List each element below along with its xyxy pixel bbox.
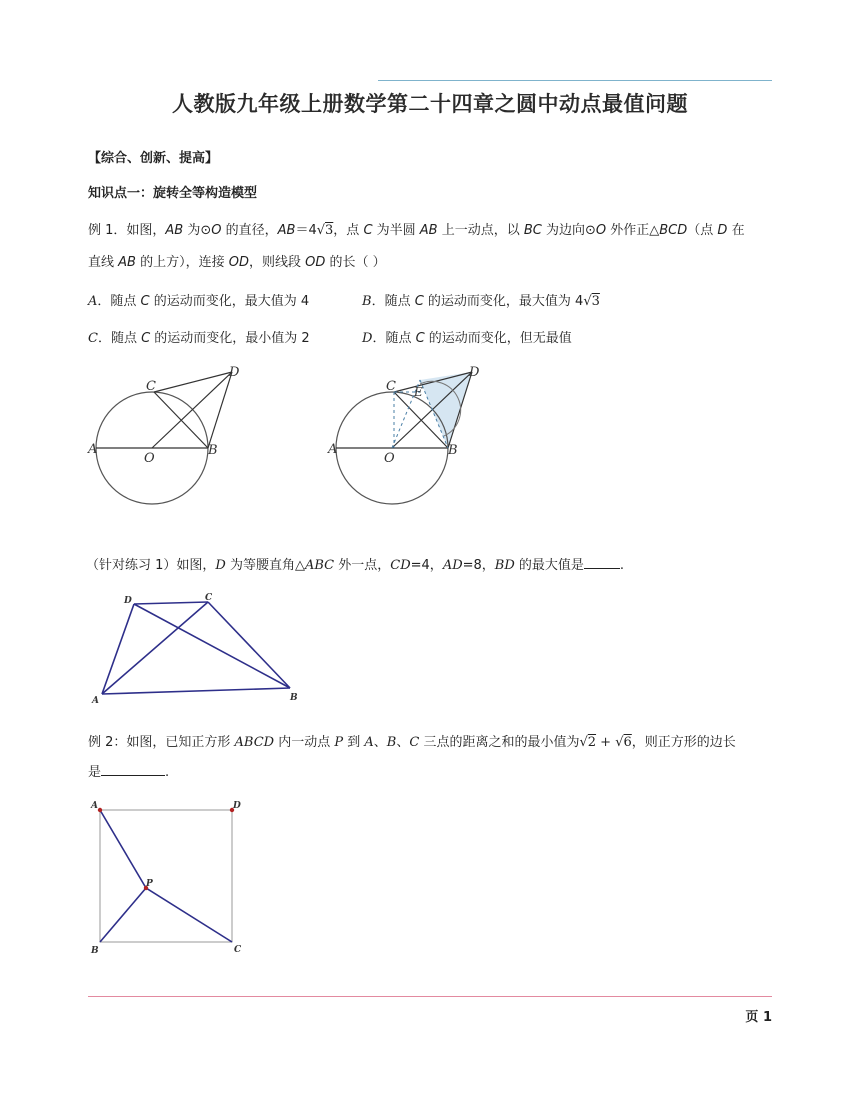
square-abcd <box>100 810 232 942</box>
label-d: D <box>233 801 241 811</box>
label-c: C <box>205 593 213 603</box>
answer-blank-2[interactable] <box>101 763 165 776</box>
quadrilateral-figure <box>88 590 308 706</box>
label-e: E <box>414 385 423 399</box>
segment-ab <box>102 688 290 694</box>
label-d: D <box>124 596 132 606</box>
label-d: D <box>469 365 480 380</box>
label-c: C <box>386 379 396 394</box>
label-b: B <box>290 693 298 703</box>
segment-pb <box>100 888 146 942</box>
header-rule <box>378 80 772 81</box>
example1-line1: 例 1．如图，AB 为⊙O 的直径，AB＝4√3，点 C 为半圆 AB 上一动点，以 BC 为边向⊙O 外作正△BCD（点 D 在 <box>88 223 745 238</box>
label-b: B <box>448 443 458 458</box>
label-a: A <box>91 801 98 811</box>
segment-cb <box>208 602 290 688</box>
point-a <box>98 808 102 812</box>
option-d: D．随点 C 的运动而变化，但无最值 <box>362 331 572 346</box>
label-d: D <box>229 365 240 380</box>
footer-rule <box>88 996 772 997</box>
circle-figure-1 <box>86 362 256 508</box>
example1-line2: 直线 AB 的上方），连接 OD，则线段 OD 的长（ ） <box>88 255 386 270</box>
page-number: 页 1 <box>745 1010 772 1025</box>
label-c: C <box>146 379 156 394</box>
label-b: B <box>91 946 99 956</box>
label-c: C <box>234 945 242 955</box>
example2-line1: 例 2：如图，已知正方形 ABCD 内一动点 P 到 A、B、C 三点的距离之和的最小值为√2 + √6，则正方形的边长 <box>88 735 736 750</box>
example2-line2: 是 . <box>88 765 170 780</box>
practice1-line: （针对练习 1）如图，D 为等腰直角△ABC 外一点，CD=4，AD=8，BD 的最大值是 . <box>86 558 625 573</box>
option-b: B．随点 C 的运动而变化，最大值为 4√3 <box>362 294 600 309</box>
square-figure <box>88 798 248 958</box>
option-c: C．随点 C 的运动而变化，最小值为 2 <box>88 331 310 346</box>
segment-dc <box>134 602 208 604</box>
label-o: O <box>144 451 155 466</box>
label-o: O <box>384 451 395 466</box>
label-b: B <box>208 443 218 458</box>
label-p: P <box>146 879 153 889</box>
label-a: A <box>328 442 338 457</box>
page-title: 人教版九年级上册数学第二十四章之圆中动点最值问题 <box>172 92 688 116</box>
knowledge-point: 知识点一：旋转全等构造模型 <box>88 186 258 201</box>
segment-cd <box>154 372 232 392</box>
circle-figure-2 <box>326 362 496 508</box>
label-a: A <box>92 696 99 706</box>
section-tag: 【综合、创新、提高】 <box>88 151 219 166</box>
segment-pa <box>100 810 146 888</box>
option-a: A．随点 C 的运动而变化，最大值为 4 <box>88 294 310 309</box>
label-a: A <box>88 442 98 457</box>
answer-blank-1[interactable] <box>584 556 620 569</box>
segment-pc <box>146 888 232 942</box>
